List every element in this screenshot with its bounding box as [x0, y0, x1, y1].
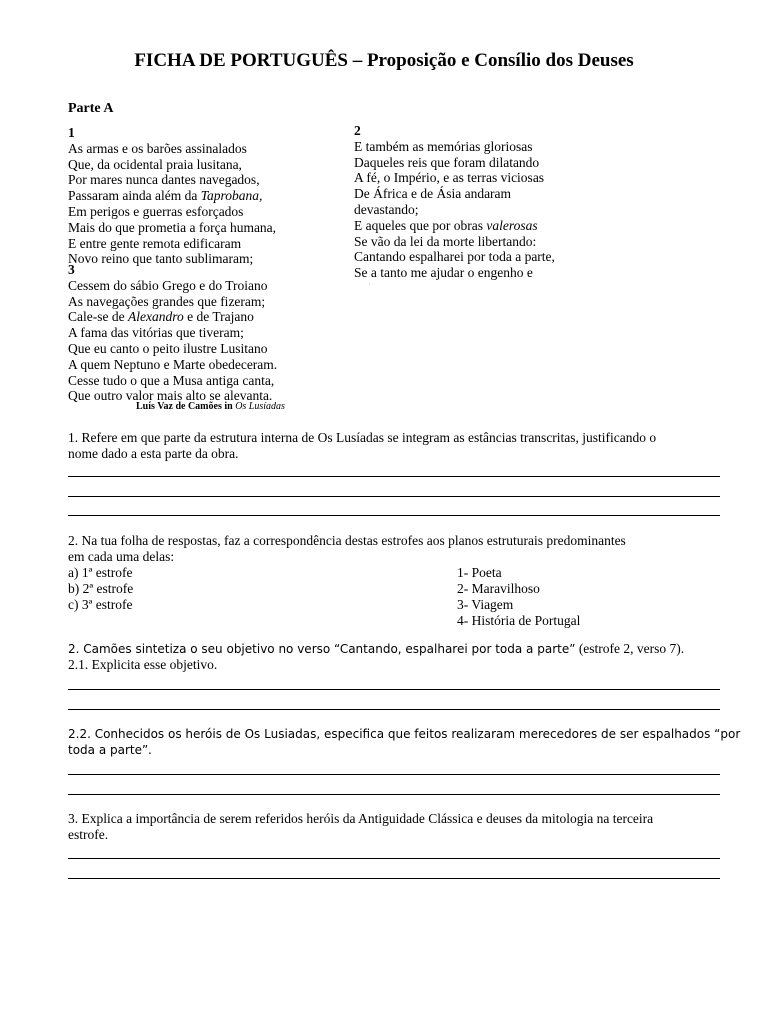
- verse-line: Novo reino que tanto sublimaram;: [68, 251, 254, 267]
- cut-off-mark: ·: [368, 279, 371, 289]
- list-item: 4- História de Portugal: [457, 613, 581, 628]
- list-item: 1- Poeta: [457, 565, 502, 580]
- list-item: c) 3ª estrofe: [68, 597, 133, 612]
- verse-line: Cantando espalharei por toda a parte,: [354, 249, 555, 265]
- stanza-1: [68, 125, 276, 267]
- verse-line: Cale-se de Alexandro e de Trajano: [68, 309, 254, 325]
- poem-credit: Luís Vaz de Camões in Os Lusíadas: [136, 401, 285, 412]
- italic-word: Alexandro: [127, 309, 184, 325]
- stanza-2: [354, 123, 555, 281]
- answer-line[interactable]: [68, 878, 720, 879]
- italic-word: Taprobana,: [200, 188, 263, 204]
- question-2: 2. Na tua folha de respostas, faz a correspondência destas estrofes aos planos estruturais predominantes em cada uma delas:: [68, 533, 626, 564]
- list-item: 2- Maravilhoso: [457, 581, 540, 596]
- verse-line: Que eu canto o peito ilustre Lusitano: [68, 340, 268, 356]
- answer-line[interactable]: [68, 794, 720, 795]
- verse-line: Por mares nunca dantes navegados,: [68, 172, 260, 188]
- stanza-number: 3: [68, 262, 75, 277]
- verse-line: Cessem do sábio Grego e do Troiano: [68, 277, 268, 293]
- verse-line: Em perigos e guerras esforçados: [68, 203, 244, 219]
- list-item: b) 2ª estrofe: [68, 581, 134, 596]
- verse-line: A fama das vitórias que tiveram;: [68, 325, 244, 341]
- verse-line: Cesse tudo o que a Musa antiga canta,: [68, 372, 275, 388]
- stanza-3: [68, 262, 277, 404]
- verse-line: Se a tanto me ajudar o engenho e: [354, 265, 533, 281]
- verse-line: devastando;: [354, 201, 419, 217]
- verse-line: E também as memórias gloriosas: [354, 138, 533, 154]
- stanza-number: 2: [354, 123, 361, 138]
- verse-line: Mais do que prometia a força humana,: [68, 219, 277, 235]
- verse-line: A quem Neptuno e Marte obedeceram.: [68, 356, 278, 372]
- verse-line: A fé, o Império, e as terras viciosas: [354, 170, 545, 186]
- answer-line[interactable]: [68, 496, 720, 497]
- verse-line: Que outro valor mais alto se alevanta.: [68, 388, 273, 404]
- part-label: Parte A: [68, 101, 114, 116]
- answer-line[interactable]: [68, 774, 720, 775]
- page-title: FICHA DE PORTUGUÊS – Proposição e Consílio dos Deuses: [134, 50, 634, 71]
- answer-line[interactable]: [68, 515, 720, 516]
- verse-line: As navegações grandes que fizeram;: [68, 293, 266, 309]
- verse-line: De África e de Ásia andaram: [354, 186, 512, 202]
- list-item: 3- Viagem: [457, 597, 514, 612]
- verse-line: Passaram ainda além da Taprobana,: [68, 188, 263, 204]
- question-1: 1. Refere em que parte da estrutura interna de Os Lusíadas se integram as estâncias transcritas, justificando o nome dado a esta parte da obra.: [68, 430, 657, 461]
- verse-line: Se vão da lei da morte libertando:: [354, 233, 537, 249]
- answer-line[interactable]: [68, 858, 720, 859]
- stanza-number: 1: [68, 125, 75, 140]
- verse-line: Daqueles reis que foram dilatando: [354, 154, 540, 170]
- list-item: a) 1ª estrofe: [68, 565, 133, 580]
- italic-word: valerosas: [486, 217, 538, 233]
- plan-list: [457, 565, 580, 629]
- answer-line[interactable]: [68, 709, 720, 710]
- verse-line: As armas e os barões assinalados: [68, 140, 247, 156]
- answer-line[interactable]: [68, 476, 720, 477]
- verse-line: E aqueles que por obras valerosas: [354, 217, 538, 233]
- answer-line[interactable]: [68, 689, 720, 690]
- question-3: 3. Explica a importância de serem referidos heróis da Antiguidade Clássica e deuses da mitologia na terceira estrofe.: [68, 811, 654, 842]
- strophe-list: [68, 565, 133, 613]
- verse-line: Que, da ocidental praia lusitana,: [68, 156, 242, 172]
- question-2-objective: 2. Camões sintetiza o seu objetivo no verso “Cantando, espalharei por toda a parte” (estrofe 2, verso 7). 2.1. Explicita esse objetivo.: [68, 641, 685, 672]
- question-2-2: 2.2. Conhecidos os heróis de Os Lusiadas, especifica que feitos realizaram merecedores de ser espalhados “por toda a parte”.: [68, 727, 741, 757]
- verse-line: E entre gente remota edificaram: [68, 235, 242, 251]
